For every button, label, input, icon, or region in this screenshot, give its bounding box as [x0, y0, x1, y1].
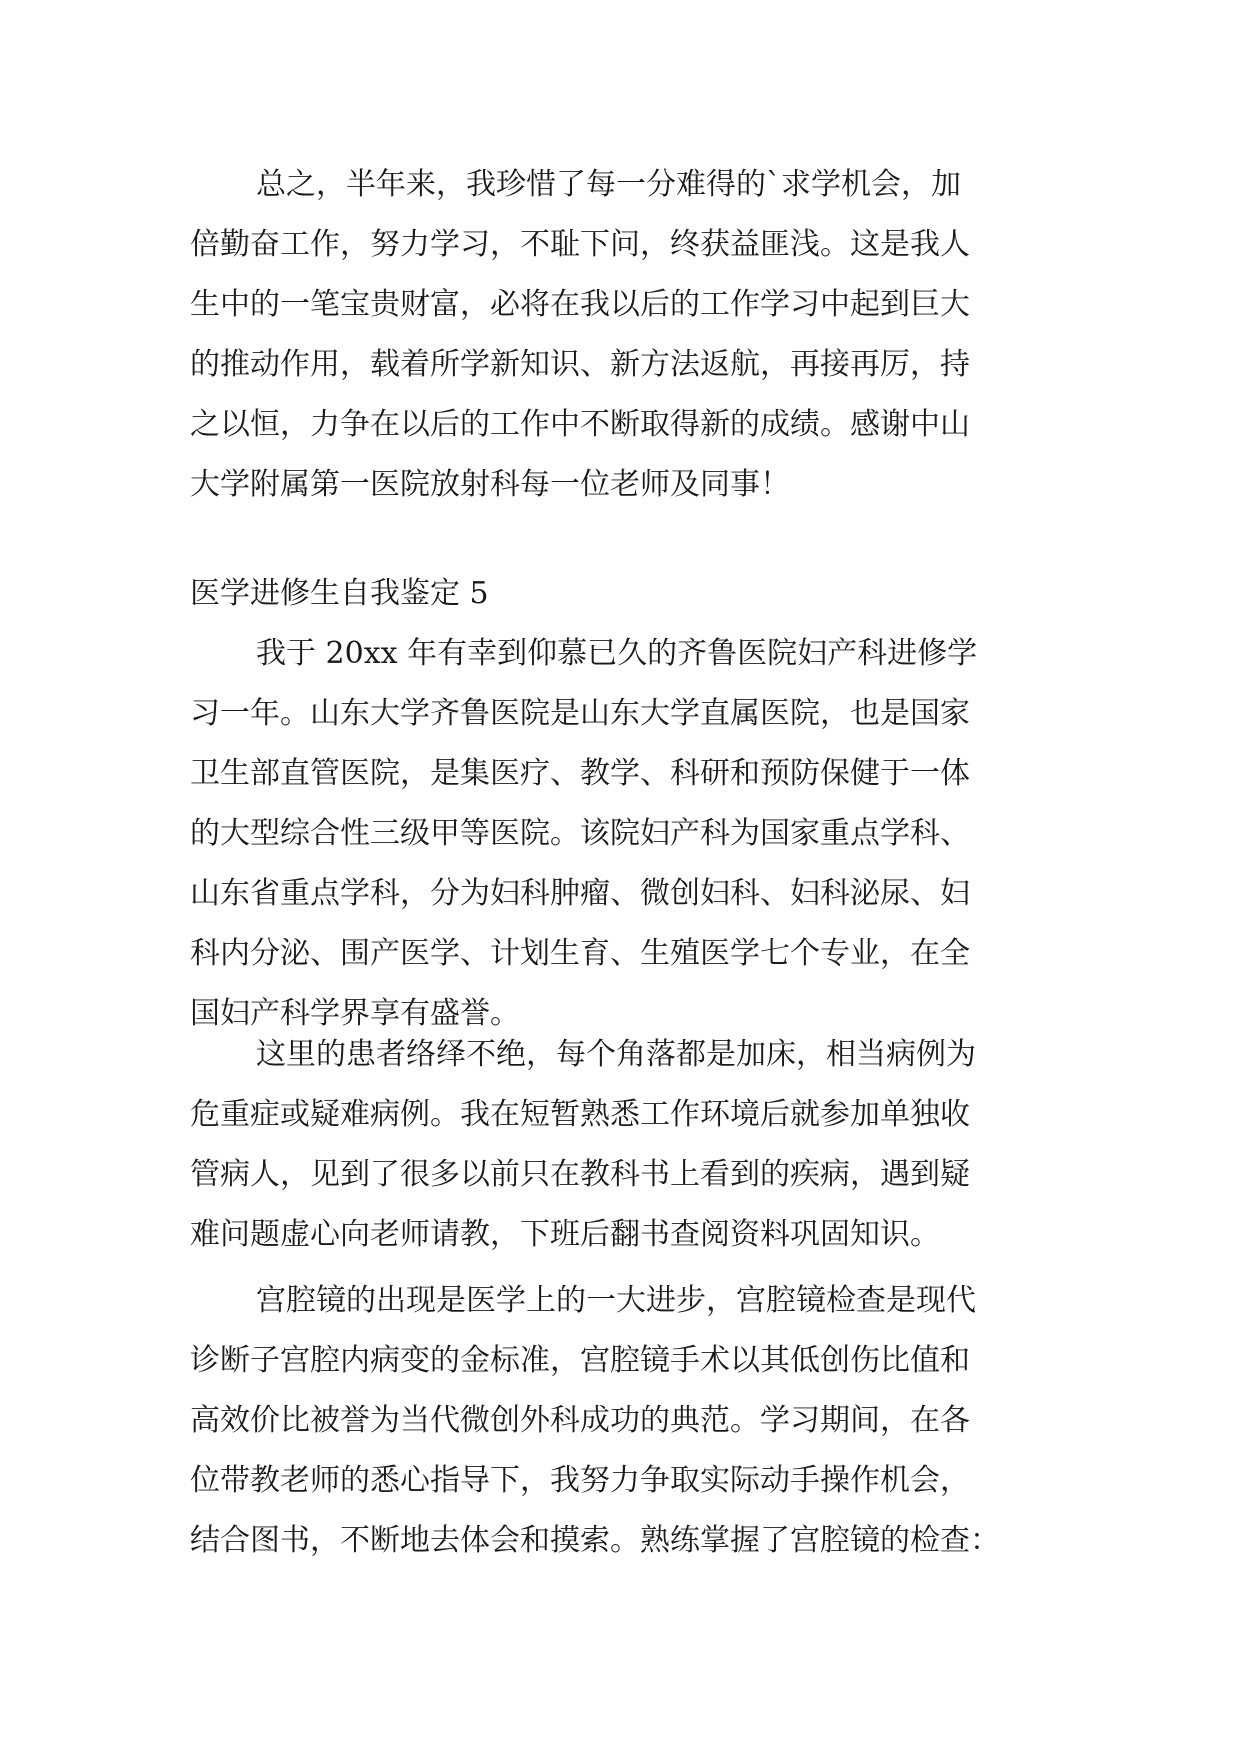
paragraph-line: 这里的患者络绎不绝，每个角落都是加床，相当病例为	[256, 1037, 976, 1072]
paragraph-line: 山东省重点学科，分为妇科肿瘤、微创妇科、妇科泌尿、妇	[190, 876, 970, 911]
paragraph-line: 我于 20xx 年有幸到仰慕已久的齐鲁医院妇产科进修学	[256, 636, 978, 671]
paragraph-line: 科内分泌、围产医学、计划生育、生殖医学七个专业，在全	[190, 936, 970, 971]
paragraph-line: 的大型综合性三级甲等医院。该院妇产科为国家重点学科、	[190, 816, 970, 851]
paragraph-line: 习一年。山东大学齐鲁医院是山东大学直属医院，也是国家	[190, 696, 970, 731]
paragraph-line: 大学附属第一医院放射科每一位老师及同事！	[190, 467, 790, 502]
paragraph-line: 难问题虚心向老师请教，下班后翻书查阅资料巩固知识。	[190, 1217, 940, 1252]
paragraph-line: 危重症或疑难病例。我在短暂熟悉工作环境后就参加单独收	[190, 1097, 970, 1132]
paragraph-line: 之以恒，力争在以后的工作中不断取得新的成绩。感谢中山	[190, 407, 970, 442]
paragraph-1	[190, 624, 1050, 1044]
paragraph-3	[190, 1271, 1050, 1571]
paragraph-line: 宫腔镜的出现是医学上的一大进步，宫腔镜检查是现代	[256, 1283, 976, 1318]
paragraph-line: 总之，半年来，我珍惜了每一分难得的`求学机会，加	[256, 167, 961, 202]
paragraph-line: 管病人，见到了很多以前只在教科书上看到的疾病，遇到疑	[190, 1157, 970, 1192]
paragraph-line: 倍勤奋工作，努力学习，不耻下问，终获益匪浅。这是我人	[190, 227, 970, 262]
conclusion-paragraph	[190, 155, 1050, 515]
paragraph-line: 位带教老师的悉心指导下，我努力争取实际动手操作机会，	[190, 1463, 970, 1498]
paragraph-line: 诊断子宫腔内病变的金标准，宫腔镜手术以其低创伤比值和	[190, 1343, 970, 1378]
paragraph-line: 结合图书，不断地去体会和摸索。熟练掌握了宫腔镜的检查：	[190, 1523, 1000, 1558]
paragraph-2	[190, 1025, 1050, 1265]
paragraph-line: 高效价比被誉为当代微创外科成功的典范。学习期间，在各	[190, 1403, 970, 1438]
paragraph-line: 生中的一笔宝贵财富，必将在我以后的工作学习中起到巨大	[190, 287, 970, 322]
paragraph-line: 卫生部直管医院，是集医疗、教学、科研和预防保健于一体	[190, 756, 970, 791]
paragraph-line: 国妇产科学界享有盛誉。	[190, 996, 520, 1031]
paragraph-line: 的推动作用，载着所学新知识、新方法返航，再接再厉，持	[190, 347, 970, 382]
section-title: 医学进修生自我鉴定 5	[190, 576, 489, 611]
